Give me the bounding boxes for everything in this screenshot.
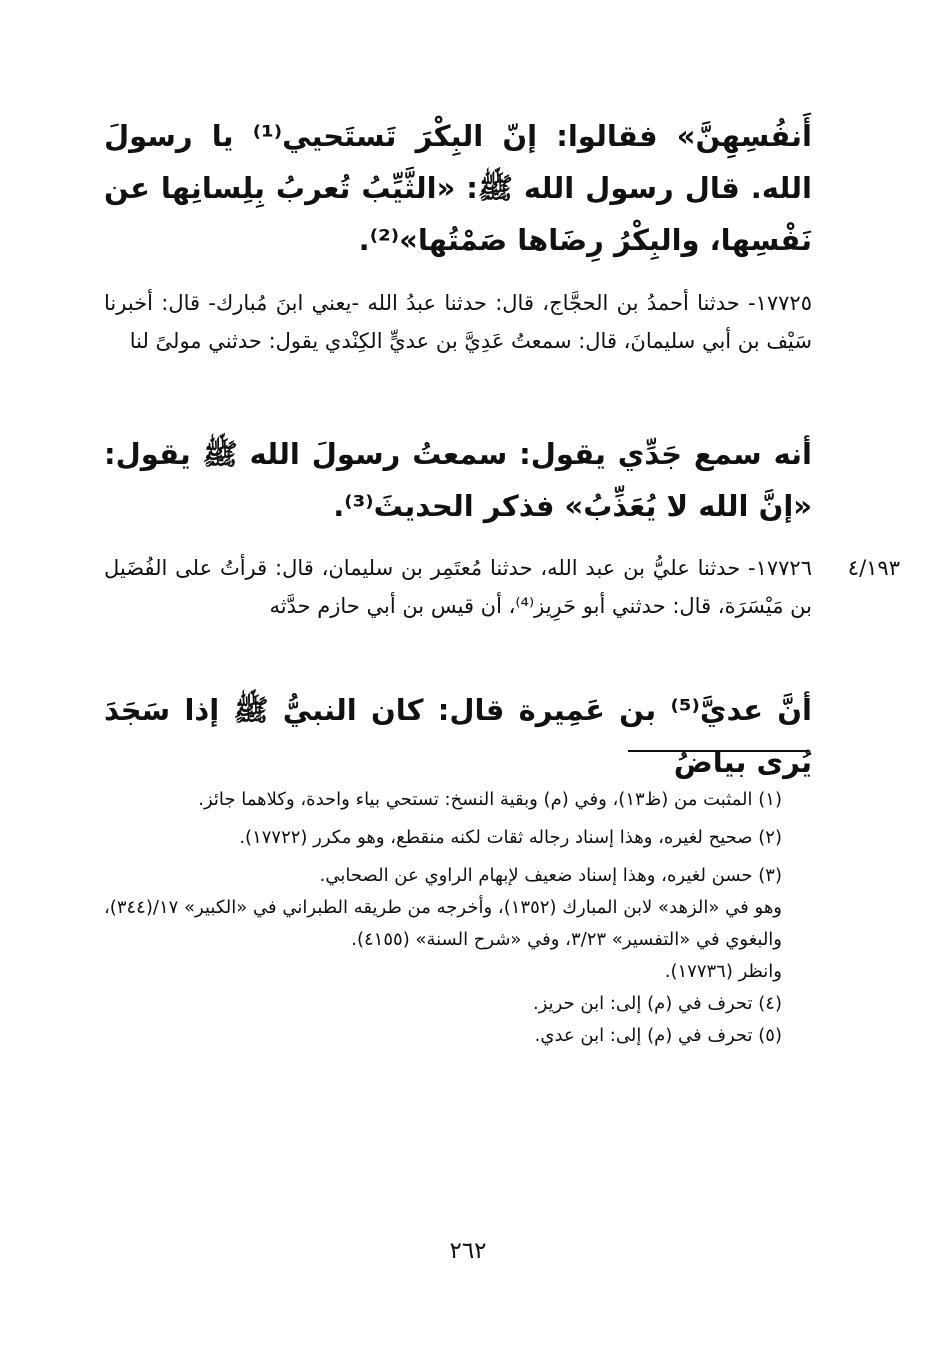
footnote-3-see-also: وانظر (١٧٧٣٦). (664, 961, 782, 982)
hadith-17725-isnad: ١٧٧٢٥- حدثنا أحمدُ بن الحجَّاج، قال: حدثنا عبدُ الله -يعني ابنَ مُبارك- قال: أخبرنا سَيْف بن أبي سليمانَ، قال: سمعتُ عَدِيَّ بن عديٍّ الكِنْدي يقول: حدثني مولىً لنا (104, 291, 812, 353)
hadith-17726-isnad: ١٧٧٢٦- حدثنا عليُّ بن عبد الله، حدثنا مُعتَمِر بن سليمان، قال: قرأتُ على الفُضَيل بن مَيْسَرَة، قال: حدثني أبو حَرِيز⁽⁴⁾، أن قيس بن أبي حازم حدَّثه (104, 556, 812, 618)
footnote-separator (628, 750, 808, 752)
volume-page-reference: ٤/١٩٣ (847, 556, 900, 580)
footnotes (104, 784, 812, 1052)
footnote-4: (٤) تحرف في (م) إلى: ابن حريز. (532, 993, 782, 1014)
hadith-17725-matn: أنه سمع جَدِّي يقول: سمعتُ رسولَ الله ﷺ يقول: «إنَّ الله لا يُعَذِّبُ» فذكر الحديثَ⁽³⁾. (104, 437, 812, 523)
footnote-2: (٢) صحيح لغيره، وهذا إسناد رجاله ثقات لكنه منقطع، وهو مكرر (١٧٧٢٢). (239, 827, 782, 848)
footnote-3-source: وهو في «الزهد» لابن المبارك (١٣٥٢)، وأخرجه من طريقه الطبراني في «الكبير» ١٧/(٣٤٤)، والبغوي في «التفسير» ٣/٢٣، وفي «شرح السنة» (٤١٥٥). (104, 897, 782, 950)
footnote-5: (٥) تحرف في (م) إلى: ابن عدي. (534, 1025, 782, 1046)
footnote-3: (٣) حسن لغيره، وهذا إسناد ضعيف لإبهام الراوي عن الصحابي. (319, 865, 782, 886)
footnote-1: (١) المثبت من (ظ١٣)، وفي (م) وبقية النسخ: تستحي بياء واحدة، وكلاهما جائز. (198, 789, 782, 810)
matn-top: أَنفُسِهِنَّ» فقالوا: إنّ البِكْرَ تَستَحيي⁽¹⁾ يا رسولَ الله. قال رسول الله ﷺ: «الثَّيِّبُ تُعربُ بِلِسانِها عن نَفْسِها، والبِكْرُ رِضَاها صَمْتُها»⁽²⁾. (104, 119, 812, 257)
hadith-17726-matn: أنَّ عديَّ⁽⁵⁾ بن عَمِيرة قال: كان النبيُّ ﷺ إذا سَجَدَ يُرى بياضُ (104, 693, 812, 779)
page-number: ٢٦٢ (449, 1238, 487, 1264)
